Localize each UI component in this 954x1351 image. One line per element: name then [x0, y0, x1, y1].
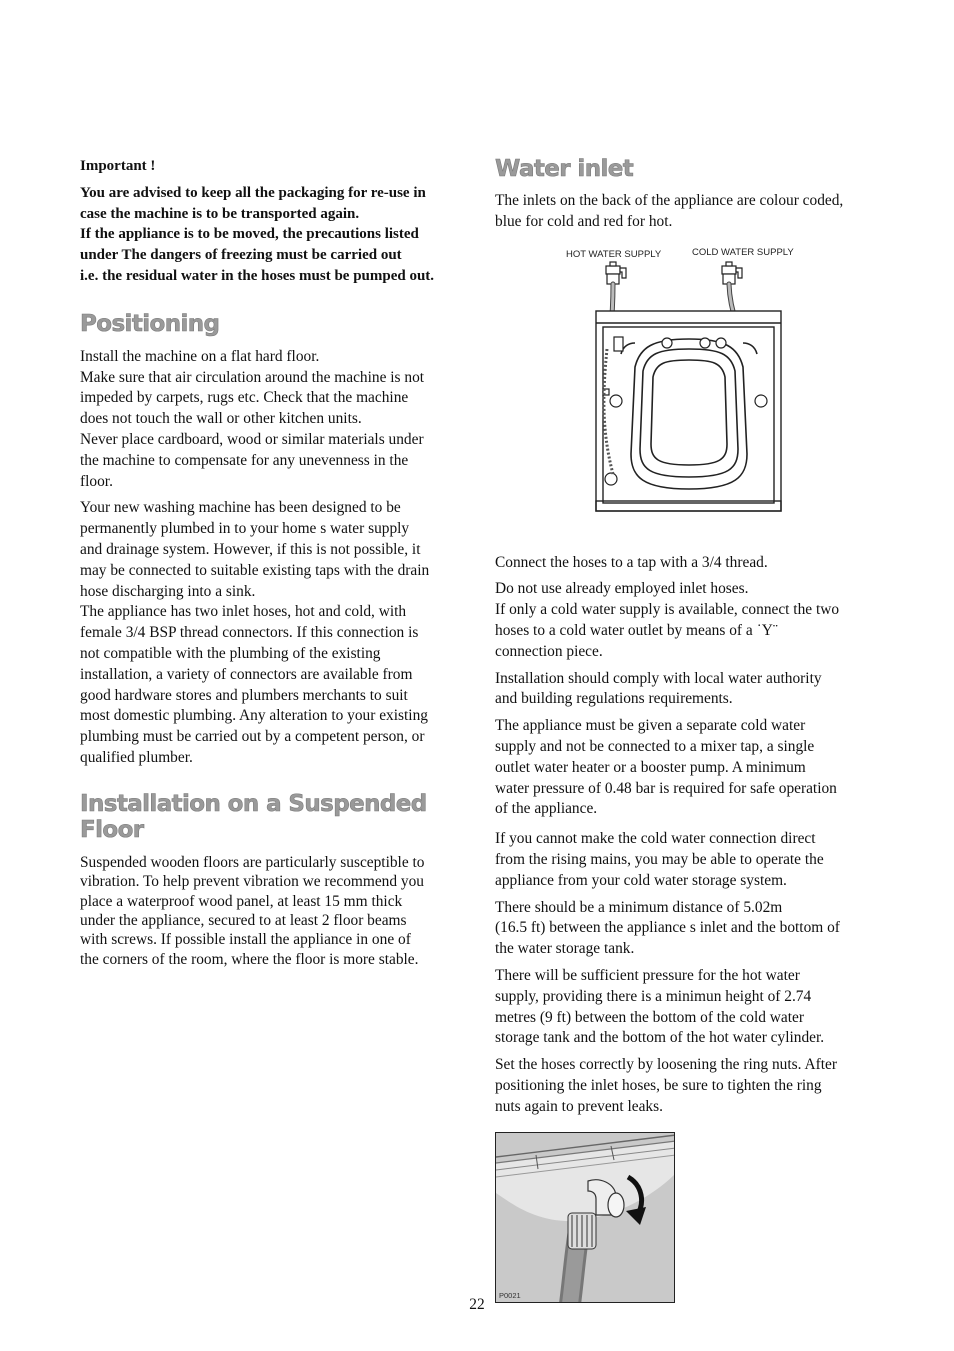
- text-line: There should be a minimum distance of 5.02m: [495, 898, 783, 916]
- text-line: appliance from your cold water storage system.: [495, 871, 787, 889]
- text-line: under the appliance, secured to at least 2 floor beams: [80, 911, 407, 929]
- text-line: under The dangers of freezing must be carried out: [80, 247, 402, 264]
- text-line: If only a cold water supply is available, connect the two: [495, 601, 840, 619]
- text-line: blue for cold and red for hot.: [495, 212, 673, 230]
- positioning-paragraph-2: [80, 498, 462, 768]
- page-number: 22: [469, 1296, 485, 1313]
- text-line: with screws. If possible install the appliance in one of: [80, 931, 411, 949]
- text-line: may be connected to suitable existing taps with the drain: [80, 561, 430, 579]
- text-line: supply, providing there is a minimun height of 2.74: [495, 987, 812, 1005]
- text-line: Make sure that air circulation around the machine is not: [80, 368, 425, 386]
- text-line: Suspended wooden floors are particularly susceptible to: [80, 853, 425, 871]
- photo-code: P0021: [499, 1290, 521, 1300]
- water-paragraph-4: [495, 716, 877, 820]
- text-line: (16.5 ft) between the appliance s inlet and the bottom of: [495, 919, 840, 937]
- water-paragraph-8: [495, 1055, 877, 1117]
- text-line: positioning the inlet hoses, be sure to tighten the ring: [495, 1076, 822, 1094]
- water-supply-diagram: [495, 239, 877, 529]
- water-paragraph-1: [495, 553, 877, 574]
- text-line: Your new washing machine has been designed to be: [80, 499, 401, 517]
- text-line: and drainage system. However, if this is not possible, it: [80, 540, 421, 558]
- text-line: place a waterproof wood panel, at least 15 mm thick: [80, 892, 403, 910]
- text-line: outlet water heater or a booster pump. A minimum: [495, 758, 806, 776]
- text-line: floor.: [80, 472, 113, 490]
- text-line: Never place cardboard, wood or similar materials under: [80, 430, 424, 448]
- text-line: i.e. the residual water in the hoses must be pumped out.: [80, 267, 435, 284]
- text-line: the machine to compensate for any unevenness in the: [80, 451, 409, 469]
- text-line: hoses to a cold water outlet by means of a ˙Y¨: [495, 621, 778, 639]
- text-line: water pressure of 0.48 bar is required for safe operation: [495, 779, 837, 797]
- text-line: female 3/4 BSP thread connectors. If this connection is: [80, 624, 419, 642]
- text-line: qualified plumber.: [80, 748, 193, 766]
- text-line: Installation should comply with local water authority: [495, 669, 822, 687]
- rear-panel: [621, 339, 757, 489]
- text-line: The appliance has two inlet hoses, hot and cold, with: [80, 603, 407, 621]
- water-paragraph-2: [495, 579, 877, 662]
- text-line: the water storage tank.: [495, 940, 635, 958]
- hose-ring-nut-illustration: [496, 1133, 675, 1303]
- text-line: hose discharging into a sink.: [80, 582, 256, 600]
- text-line: Install the machine on a flat hard floor.: [80, 347, 320, 365]
- text-line: If you cannot make the cold water connection direct: [495, 830, 816, 848]
- cold-water-label: COLD WATER SUPPLY: [692, 246, 794, 258]
- text-line: The appliance must be given a separate cold water: [495, 717, 806, 735]
- water-intro: [495, 191, 877, 233]
- text-line: most domestic plumbing. Any alteration to your existing: [80, 707, 428, 725]
- text-line: plumbing must be carried out by a competent person, or: [80, 728, 425, 746]
- suspended-floor-paragraph: [80, 853, 462, 969]
- text-line: nuts again to prevent leaks.: [495, 1097, 663, 1115]
- text-line: storage tank and the bottom of the hot water cylinder.: [495, 1029, 825, 1047]
- text-line: of the appliance.: [495, 800, 598, 818]
- hot-tap-icon: [606, 262, 626, 284]
- water-paragraph-3: [495, 669, 877, 711]
- water-paragraph-5: [495, 829, 877, 891]
- text-line: permanently plumbed in to your home s water supply: [80, 520, 410, 538]
- ring-nut-photo: [495, 1132, 675, 1303]
- cold-tap-icon: [722, 262, 742, 284]
- left-column: [80, 156, 462, 975]
- important-title: Important !: [80, 158, 156, 174]
- positioning-paragraph-1: [80, 347, 462, 493]
- text-line: from the rising mains, you may be able to operate the: [495, 850, 824, 868]
- text-line: Do not use already employed inlet hoses.: [495, 580, 749, 598]
- text-line: good hardware stores and plumbers merchants to suit: [80, 686, 408, 704]
- text-line: impeded by carpets, rugs etc. Check that the machine: [80, 389, 409, 407]
- text-line: Connect the hoses to a tap with a 3/4 thread.: [495, 553, 768, 571]
- text-line: connection piece.: [495, 642, 603, 660]
- text-line: not compatible with the plumbing of the existing: [80, 644, 381, 662]
- text-line: If the appliance is to be moved, the precautions listed: [80, 226, 419, 243]
- text-line: You are advised to keep all the packaging for re-use in: [80, 184, 426, 201]
- water-paragraph-7: [495, 966, 877, 1049]
- text-line: case the machine is to be transported again.: [80, 205, 360, 222]
- important-text: [80, 183, 462, 287]
- text-line: Set the hoses correctly by loosening the ring nuts. After: [495, 1056, 837, 1074]
- water-inlet-heading: Water inlet: [495, 156, 634, 182]
- text-line: installation, a variety of connectors are available from: [80, 665, 413, 683]
- text-line: metres (9 ft) between the bottom of the cold water: [495, 1008, 804, 1026]
- text-line: the corners of the room, where the floor is more stable.: [80, 950, 419, 968]
- hot-water-label: HOT WATER SUPPLY: [566, 248, 662, 260]
- washing-machine-back-illustration: [495, 239, 877, 529]
- water-paragraph-6: [495, 898, 877, 960]
- text-line: There will be sufficient pressure for the hot water: [495, 966, 800, 984]
- text-line: does not touch the wall or other kitchen units.: [80, 410, 362, 428]
- suspended-floor-heading: Installation on a Suspended Floor: [80, 790, 427, 843]
- text-line: and building regulations requirements.: [495, 690, 733, 708]
- text-line: supply and not be connected to a mixer tap, a single: [495, 737, 815, 755]
- text-line: vibration. To help prevent vibration we recommend you: [80, 873, 424, 891]
- right-column: [495, 156, 877, 1303]
- text-line: The inlets on the back of the appliance are colour coded,: [495, 192, 844, 209]
- positioning-heading: Positioning: [80, 310, 220, 337]
